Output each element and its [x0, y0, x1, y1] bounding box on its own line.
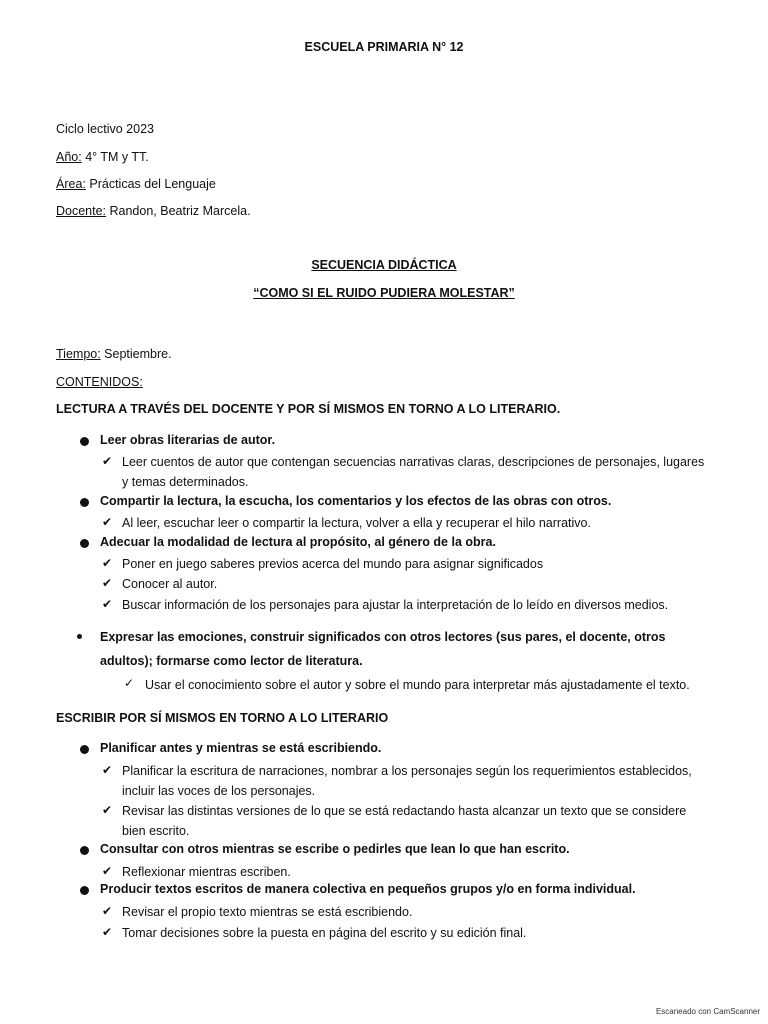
bullet-icon	[80, 437, 89, 446]
s1-item3-sub1: Poner en juego saberes previos acerca del mundo para asignar significados	[122, 557, 544, 571]
s2-item1-sub1: Planificar la escritura de narraciones, nombrar a los personajes según los requerimientos establecidos, incluir las voces de los personajes.	[122, 764, 692, 798]
area-line	[56, 177, 216, 191]
ciclo-lectivo: Ciclo lectivo 2023	[56, 122, 154, 136]
check-icon: ✔	[102, 864, 113, 878]
s2-item2: Consultar con otros mientras se escribe o pedirles que lean lo que han escrito.	[100, 842, 570, 856]
s2-item3-sub2: Tomar decisiones sobre la puesta en página del escrito y su edición final.	[122, 926, 527, 940]
s1-item3: Adecuar la modalidad de lectura al propósito, al género de la obra.	[100, 535, 496, 549]
check-icon: ✔	[102, 576, 113, 590]
check-icon: ✔	[102, 763, 113, 777]
docente-value: Randon, Beatriz Marcela.	[106, 204, 251, 218]
anio-line	[56, 150, 149, 164]
s2-item1: Planificar antes y mientras se está escribiendo.	[100, 741, 382, 755]
section2-heading: ESCRIBIR POR SÍ MISMOS EN TORNO A LO LITERARIO	[56, 711, 389, 725]
contenidos-heading: CONTENIDOS:	[56, 375, 143, 389]
check-icon: ✔	[102, 925, 113, 939]
s1-item3-sub3: Buscar información de los personajes para ajustar la interpretación de lo leído en diversos medios.	[122, 598, 669, 612]
check-icon: ✔	[102, 515, 113, 529]
sequence-title: “COMO SI EL RUIDO PUDIERA MOLESTAR”	[253, 286, 515, 300]
check-icon: ✔	[102, 597, 113, 611]
s1-item1-sub1: Leer cuentos de autor que contengan secuencias narrativas claras, descripciones de personajes, lugares y temas determinados.	[122, 455, 705, 489]
s1-item2: Compartir la lectura, la escucha, los comentarios y los efectos de las obras con otros.	[100, 494, 612, 508]
bullet-icon	[80, 846, 89, 855]
anio-value: 4° TM y TT.	[81, 150, 149, 164]
tiempo-value: Septiembre.	[100, 347, 172, 361]
s1-item3-sub2: Conocer al autor.	[122, 577, 218, 591]
area-label: Área:	[56, 177, 86, 191]
check-icon: ✔	[102, 904, 113, 918]
tiempo-label: Tiempo:	[56, 347, 101, 361]
school-title: ESCUELA PRIMARIA N° 12	[304, 40, 464, 54]
s1-item2-sub1: Al leer, escuchar leer o compartir la lectura, volver a ella y recuperar el hilo narrativo.	[122, 516, 591, 530]
bullet-icon	[80, 539, 89, 548]
s2-item3-sub1: Revisar el propio texto mientras se está escribiendo.	[122, 905, 413, 919]
check-icon: ✓	[124, 676, 135, 690]
s1-item4-sub1: Usar el conocimiento sobre el autor y sobre el mundo para interpretar más ajustadamente el texto.	[145, 678, 690, 692]
camscanner-watermark: Escaneado con CamScanner	[655, 1007, 760, 1016]
tiempo-line	[56, 347, 172, 361]
area-value: Prácticas del Lenguaje	[85, 177, 216, 191]
anio-label: Año:	[56, 150, 82, 164]
s1-item1: Leer obras literarias de autor.	[100, 433, 276, 447]
check-icon: ✔	[102, 803, 113, 817]
sequence-heading: SECUENCIA DIDÁCTICA	[311, 258, 457, 272]
s1-item4: Expresar las emociones, construir significados con otros lectores (sus pares, el docente, otros adultos); formarse como lector de literatura.	[100, 630, 666, 668]
bullet-icon	[80, 886, 89, 895]
s2-item2-sub1: Reflexionar mientras escriben.	[122, 865, 291, 879]
s2-item1-sub2: Revisar las distintas versiones de lo que se está redactando hasta alcanzar un texto que se considere bien escrito.	[122, 804, 687, 838]
s2-item3: Producir textos escritos de manera colectiva en pequeños grupos y/o en forma individual.	[100, 882, 636, 896]
docente-label: Docente:	[56, 204, 107, 218]
check-icon: ✔	[102, 454, 113, 468]
bullet-icon	[80, 745, 89, 754]
docente-line	[56, 204, 251, 218]
bullet-icon	[80, 498, 89, 507]
check-icon: ✔	[102, 556, 113, 570]
section1-heading: LECTURA A TRAVÉS DEL DOCENTE Y POR SÍ MISMOS EN TORNO A LO LITERARIO.	[56, 402, 561, 416]
bullet-icon	[77, 634, 82, 639]
